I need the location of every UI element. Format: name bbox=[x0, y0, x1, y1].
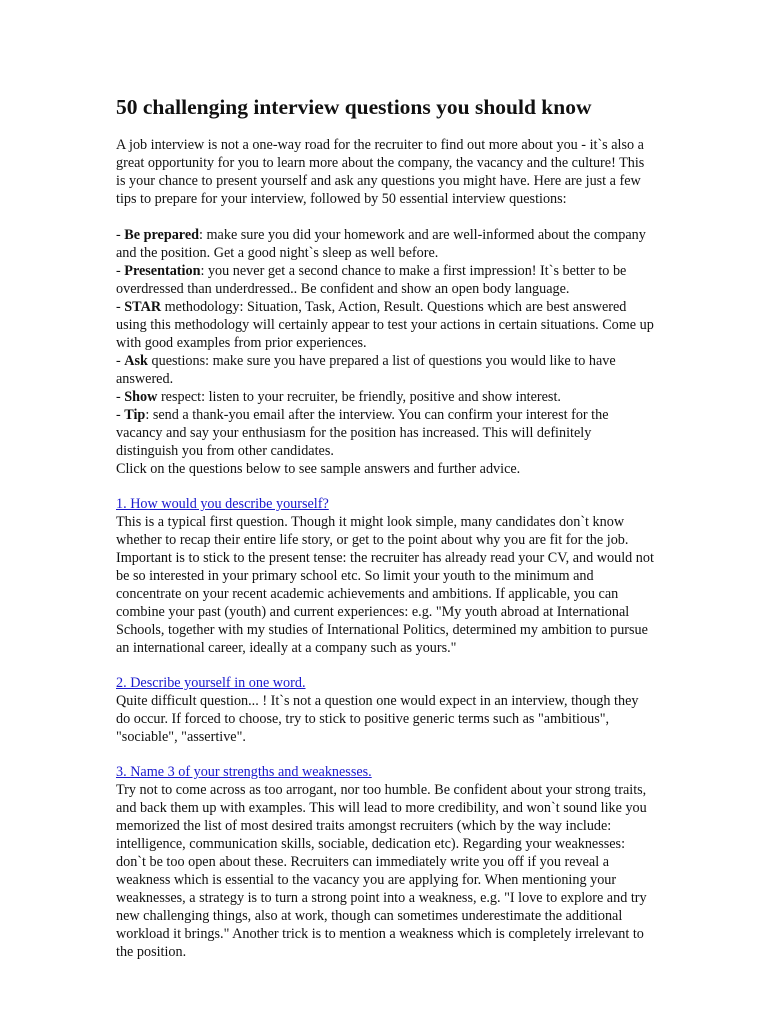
question-block-3 bbox=[116, 763, 656, 961]
document-page bbox=[116, 94, 656, 961]
tip-item: - Show respect: listen to your recruiter, be friendly, positive and show interest. bbox=[116, 389, 561, 405]
question-answer-1: This is a typical first question. Though it might look simple, many candidates don`t know whether to recap their entire life story, or get to the point about why you are fit for the job. Important is to stick to the present tense: the recruiter has already read your CV, and would not be so interested in your primary school etc. So limit your youth to the minimum and concentrate on your recent academic achievements and ambitions. If applicable, you can combine your past (youth) and current experiences: e.g. "My youth abroad at International Schools, together with my studies of International Politics, determined my ambition to pursue an international career, ideally at a company such as yours." bbox=[116, 514, 654, 656]
tip-keyword: STAR bbox=[124, 299, 162, 315]
tip-item: - STAR methodology: Situation, Task, Action, Result. Questions which are best answered using this methodology will certainly appear to test your actions in certain situations. Come up with good examples from prior experiences. bbox=[116, 299, 654, 351]
page-title: 50 challenging interview questions you should know bbox=[116, 95, 592, 119]
question-answer-3: Try not to come across as too arrogant, nor too humble. Be confident about your strong traits, and back them up with examples. This will lead to more credibility, and won`t sound like you memorized the list of most desired traits amongst recruiters (which by the way include: intelligence, communication skills, sociable, dedication etc). Regarding your weaknesses: don`t be too open about these. Recruiters can immediately write you off if you reveal a weakness which is essential to the vacancy you are applying for. When mentioning your weaknesses, a strategy is to turn a strong point into a weakness, e.g. "I love to explore and try new challenging things, also at work, though can sometimes underestimate the additional workload it brings." Another trick is to mention a weakness which is completely irrelevant to the position. bbox=[116, 782, 647, 960]
tip-keyword: Show bbox=[124, 389, 158, 405]
spacer bbox=[116, 208, 656, 226]
click-note: Click on the questions below to see sample answers and further advice. bbox=[116, 461, 521, 477]
tip-keyword: Presentation bbox=[124, 263, 201, 279]
tip-keyword: Be prepared bbox=[124, 227, 200, 243]
question-link-3[interactable]: 3. Name 3 of your strengths and weaknesses. bbox=[116, 764, 372, 780]
question-block-1 bbox=[116, 495, 656, 657]
tip-keyword: Ask bbox=[124, 353, 148, 369]
question-link-2[interactable]: 2. Describe yourself in one word. bbox=[116, 675, 306, 691]
tip-item: - Presentation: you never get a second chance to make a first impression! It`s better to be overdressed than underdressed.. Be confident and show an open body language. bbox=[116, 263, 627, 297]
question-link-1[interactable]: 1. How would you describe yourself? bbox=[116, 496, 329, 512]
tips-list bbox=[116, 226, 656, 460]
tip-item: - Tip: send a thank-you email after the interview. You can confirm your interest for the vacancy and say your enthusiasm for the position has increased. This will definitely distinguish you from other candidates. bbox=[116, 407, 609, 459]
tip-item: - Be prepared: make sure you did your homework and are well-informed about the company and the position. Get a good night`s sleep as well before. bbox=[116, 227, 646, 261]
tip-keyword: Tip bbox=[124, 407, 146, 423]
question-answer-2: Quite difficult question... ! It`s not a question one would expect in an interview, though they do occur. If forced to choose, try to stick to positive generic terms such as "ambitious", "sociable", "assertive". bbox=[116, 693, 639, 745]
question-block-2 bbox=[116, 674, 656, 746]
intro-paragraph: A job interview is not a one-way road for the recruiter to find out more about you - it`s also a great opportunity for you to learn more about the company, the vacancy and the culture! This is your chance to present yourself and ask any questions you might have. Here are just a few tips to prepare for your interview, followed by 50 essential interview questions: bbox=[116, 137, 645, 207]
tip-item: - Ask questions: make sure you have prepared a list of questions you would like to have answered. bbox=[116, 353, 616, 387]
